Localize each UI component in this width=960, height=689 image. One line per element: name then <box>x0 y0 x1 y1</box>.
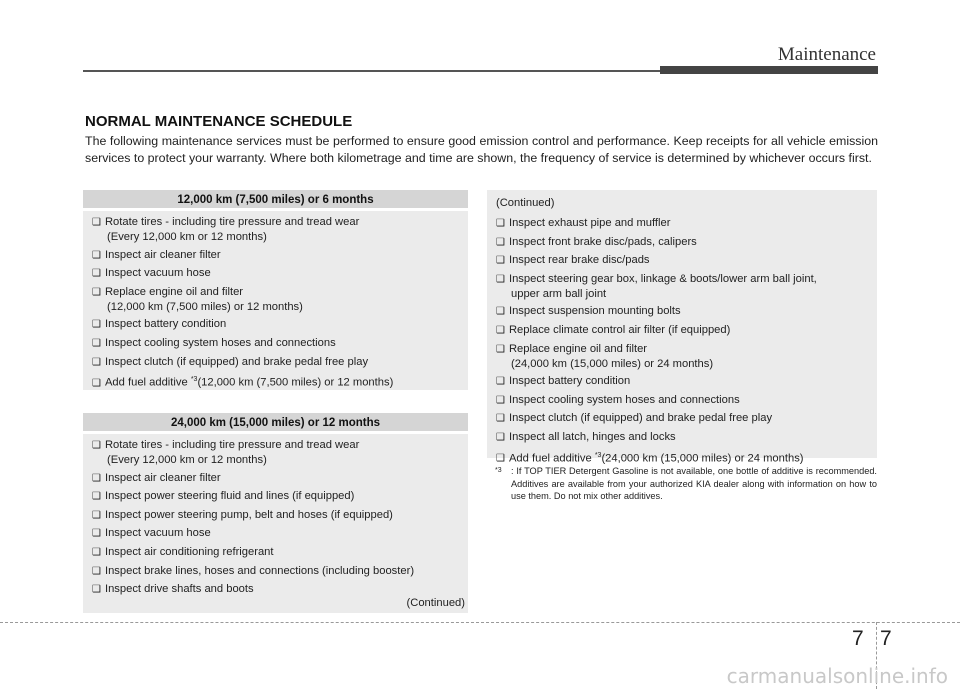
checklist-item <box>92 248 460 263</box>
item-text: Inspect battery condition <box>508 375 631 388</box>
checkbox-icon: ❑ <box>496 236 505 248</box>
checklist-item <box>92 336 460 351</box>
item-text: Inspect cooling system hoses and connections <box>104 336 336 349</box>
box-heading: 24,000 km (15,000 miles) or 12 months <box>83 413 468 434</box>
item-suffix: (24,000 km (15,000 miles) or 24 months) <box>601 452 804 465</box>
footnote-mark: *3 <box>495 467 502 474</box>
checklist-item <box>92 317 460 332</box>
checklist-item <box>92 266 460 281</box>
checkbox-icon: ❑ <box>92 546 101 558</box>
checklist-item <box>496 374 869 389</box>
checkbox-icon: ❑ <box>496 324 505 336</box>
checklist-item <box>92 355 460 370</box>
checklist-item <box>496 304 869 319</box>
item-text: Replace engine oil and filter <box>104 285 244 298</box>
item-text: Inspect brake lines, hoses and connections (including booster) <box>104 564 415 577</box>
box-items <box>83 211 468 391</box>
item-text: Inspect cooling system hoses and connections <box>508 393 740 406</box>
checkbox-icon: ❑ <box>496 431 505 443</box>
checkbox-icon: ❑ <box>496 343 505 355</box>
box-items <box>83 434 468 597</box>
checklist-item <box>92 564 460 579</box>
watermark: carmanualsonline.info <box>726 664 948 688</box>
item-text: Inspect steering gear box, linkage & boots/lower arm ball joint, <box>508 272 817 285</box>
checklist-item <box>92 285 460 314</box>
checklist-item <box>496 342 869 371</box>
checkbox-icon: ❑ <box>92 565 101 577</box>
item-text: Inspect air conditioning refrigerant <box>104 545 274 558</box>
checkbox-icon: ❑ <box>92 472 101 484</box>
schedule-box-24000km <box>83 413 468 613</box>
checkbox-icon: ❑ <box>92 268 101 280</box>
item-text: Inspect power steering fluid and lines (if equipped) <box>104 490 355 503</box>
item-text: Inspect drive shafts and boots <box>104 583 254 596</box>
checkbox-icon: ❑ <box>92 377 101 389</box>
item-text: Inspect power steering pump, belt and hoses (if equipped) <box>104 508 393 521</box>
checkbox-icon: ❑ <box>92 286 101 298</box>
item-text: Inspect all latch, hinges and locks <box>508 430 676 443</box>
checkbox-icon: ❑ <box>92 528 101 540</box>
item-subtext: (24,000 km (15,000 miles) or 24 months) <box>511 357 714 370</box>
item-text: Inspect exhaust pipe and muffler <box>508 217 671 229</box>
item-text: Inspect front brake disc/pads, calipers <box>508 235 697 248</box>
item-text: Replace engine oil and filter <box>508 342 648 355</box>
item-suffix: (12,000 km (7,500 miles) or 12 months) <box>197 376 394 389</box>
checkbox-icon: ❑ <box>92 319 101 331</box>
item-subtext: (Every 12,000 km or 12 months) <box>107 231 267 243</box>
item-text: Inspect clutch (if equipped) and brake pedal free play <box>104 355 369 368</box>
item-text: Inspect suspension mounting bolts <box>508 305 681 318</box>
footnote <box>495 465 877 503</box>
header-rule-thick <box>660 66 878 74</box>
page-header-title: Maintenance <box>777 44 876 65</box>
chapter-number: 7 <box>852 627 864 650</box>
checklist-item <box>496 430 869 445</box>
continued-label: (Continued) <box>496 197 555 209</box>
schedule-box-continued <box>487 190 877 465</box>
footnote-text: : If TOP TIER Detergent Gasoline is not available, one bottle of additive is recommended. Additives are available from your authorized KIA dealer along with information on how to use them. Do not mix other additives. <box>511 466 877 501</box>
box-items <box>496 216 869 466</box>
item-text: Add fuel additive <box>104 376 188 389</box>
item-text: Inspect air cleaner filter <box>104 471 221 484</box>
checkbox-icon: ❑ <box>92 491 101 503</box>
item-text: Inspect air cleaner filter <box>104 248 221 261</box>
item-text: Rotate tires - including tire pressure and tread wear <box>104 439 360 451</box>
checkbox-icon: ❑ <box>92 440 101 451</box>
checklist-item <box>92 545 460 560</box>
item-text: Replace climate control air filter (if equipped) <box>508 323 731 336</box>
checklist-item <box>92 438 460 467</box>
item-text: Inspect battery condition <box>104 318 227 331</box>
schedule-box-12000km <box>83 190 468 390</box>
checklist-item-fuel-additive <box>496 449 869 467</box>
footnote-ref: *3 <box>190 376 198 384</box>
item-text: Rotate tires - including tire pressure and tread wear <box>104 216 360 228</box>
item-text: Inspect rear brake disc/pads <box>508 254 650 267</box>
item-text: Inspect clutch (if equipped) and brake pedal free play <box>508 412 773 425</box>
checkbox-icon: ❑ <box>92 509 101 521</box>
checkbox-icon: ❑ <box>92 584 101 596</box>
item-subtext: (Every 12,000 km or 12 months) <box>107 454 267 466</box>
checkbox-icon: ❑ <box>496 413 505 425</box>
checklist-item <box>92 582 460 597</box>
section-title: NORMAL MAINTENANCE SCHEDULE <box>85 113 353 130</box>
checklist-item <box>496 411 869 426</box>
bottom-rule <box>0 622 960 623</box>
checklist-item <box>92 215 460 244</box>
checkbox-icon: ❑ <box>496 394 505 406</box>
checklist-item <box>92 526 460 541</box>
checklist-item <box>92 471 460 486</box>
checkbox-icon: ❑ <box>92 217 101 228</box>
item-text: Add fuel additive <box>508 452 592 465</box>
checkbox-icon: ❑ <box>496 376 505 388</box>
item-subtext: (12,000 km (7,500 miles) or 12 months) <box>107 300 303 313</box>
checkbox-icon: ❑ <box>496 218 505 229</box>
page-number: 7 <box>880 627 892 650</box>
checkbox-icon: ❑ <box>496 453 505 465</box>
checkbox-icon: ❑ <box>92 356 101 368</box>
continued-label: (Continued) <box>406 597 465 609</box>
item-text: Inspect vacuum hose <box>104 267 211 280</box>
checklist-item <box>496 235 869 250</box>
item-subtext: upper arm ball joint <box>511 287 607 300</box>
checklist-item <box>92 489 460 504</box>
intro-paragraph: The following maintenance services must be performed to ensure good emission control and performance. Keep receipts for all vehicle emission services to protect your warranty. Where both kilometrage and time are shown, the frequency of service is determined by whichever occurs first. <box>85 134 878 165</box>
checkbox-icon: ❑ <box>496 255 505 267</box>
item-text: Inspect vacuum hose <box>104 527 211 540</box>
checklist-item-fuel-additive <box>92 373 460 391</box>
checkbox-icon: ❑ <box>92 337 101 349</box>
checklist-item <box>496 216 869 231</box>
checklist-item <box>496 393 869 408</box>
checklist-item <box>92 508 460 523</box>
checkbox-icon: ❑ <box>92 249 101 261</box>
checklist-item <box>496 253 869 268</box>
header-rule-thin <box>83 70 663 72</box>
checklist-item <box>496 323 869 338</box>
checkbox-icon: ❑ <box>496 273 505 285</box>
footnote-ref: *3 <box>594 451 602 459</box>
checklist-item <box>496 272 869 301</box>
checkbox-icon: ❑ <box>496 306 505 318</box>
box-heading: 12,000 km (7,500 miles) or 6 months <box>83 190 468 211</box>
